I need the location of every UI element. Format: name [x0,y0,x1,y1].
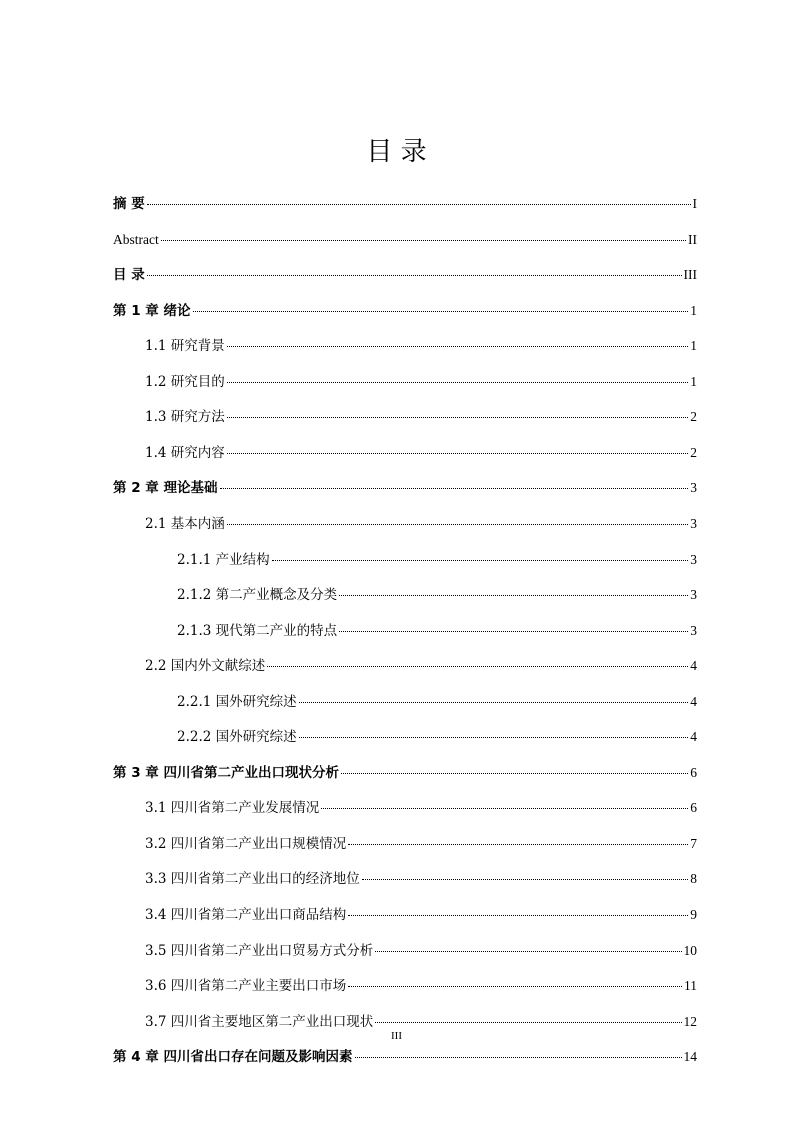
toc-entry-page-number: 1 [690,302,697,318]
dot-leader [227,382,688,383]
dot-leader [355,1057,682,1058]
toc-entry-label: 3.4 四川省第二产业出口商品结构 [145,907,347,923]
toc-entry-label: 1.4 研究内容 [145,444,225,461]
dot-leader [375,1022,681,1023]
toc-entry[interactable] [113,195,697,213]
toc-entry-label: 1.1 研究背景 [145,338,225,355]
toc-entry[interactable] [145,870,697,888]
toc-entry-page-number: 4 [690,658,697,674]
toc-entry-label: 2.1.2 第二产业概念及分类 [177,587,338,604]
dot-leader [299,737,689,738]
toc-entry-page-number: 1 [690,373,697,389]
toc-entry-label: 2.1.3 现代第二产业的特点 [177,622,338,639]
dot-leader [348,915,688,916]
toc-entry-page-number: 3 [690,515,697,531]
toc-entry-page-number: 9 [690,907,697,922]
toc-entry-label: 第 3 章 四川省第二产业出口现状分析 [113,764,339,781]
dot-leader [348,986,682,987]
dot-leader [193,311,689,312]
toc-entry-label: 3.2 四川省第二产业出口规模情况 [145,835,347,852]
toc-entry-page-number: 14 [683,1049,697,1065]
toc-entry-label: 2.1 基本内涵 [145,515,225,532]
toc-entry[interactable] [145,942,697,960]
toc-entry-label: 第 2 章 理论基础 [113,480,218,497]
toc-entry-page-number: 8 [690,871,697,887]
toc-entry[interactable] [145,657,697,675]
toc-entry-label: 2.2 国内外文献综述 [145,658,266,675]
dot-leader [272,560,689,561]
dot-leader [220,488,689,489]
page-title: 目 录 [366,137,427,167]
toc-entry-page-number: 11 [684,978,697,994]
toc-entry-page-number: II [688,231,697,247]
dot-leader [227,524,688,525]
toc-entry-label: Abstract [113,231,159,247]
toc-entry[interactable] [113,479,697,497]
toc-entry-label: 3.6 四川省第二产业主要出口市场 [145,978,347,995]
toc-entry[interactable] [145,408,697,426]
dot-leader [299,702,689,703]
toc-entry[interactable] [145,835,697,853]
toc-entry-page-number: 4 [690,693,697,709]
dot-leader [161,240,686,241]
dot-leader [375,951,681,952]
dot-leader [341,773,688,774]
toc-entry-page-number: 3 [690,622,697,638]
dot-leader [227,346,688,347]
toc-entry-page-number: 3 [690,551,697,567]
toc-entry-label: 1.3 研究方法 [145,409,225,426]
toc-entry-label: 第 4 章 四川省出口存在问题及影响因素 [113,1049,353,1066]
toc-entry[interactable] [145,515,697,533]
dot-leader [362,879,688,880]
toc-entry-label: 3.3 四川省第二产业出口的经济地位 [145,871,360,888]
dot-leader [348,844,688,845]
toc-entry[interactable] [177,586,697,604]
toc-entry-label: 3.7 四川省主要地区第二产业出口现状 [145,1013,374,1030]
dot-leader [147,204,691,205]
toc-entry[interactable] [145,977,697,995]
dot-leader [227,453,688,454]
toc-entry-page-number: 6 [690,764,697,780]
toc-entry-label: 2.2.1 国外研究综述 [177,693,297,710]
dot-leader [147,275,682,276]
toc-entry[interactable] [145,799,697,817]
toc-entry-page-number: 6 [690,800,697,816]
dot-leader [339,595,688,596]
dot-leader [227,417,688,418]
toc-entry-page-number: III [683,267,697,283]
toc-entry-page-number: I [692,196,697,211]
dot-leader [267,666,688,667]
toc-entry-label: 摘 要 [113,196,145,212]
toc-entry-page-number: 2 [690,409,697,425]
toc-entry-label: 3.1 四川省第二产业发展情况 [145,800,320,817]
toc-entry[interactable] [145,906,697,924]
toc-entry-page-number: 2 [690,444,697,460]
toc-entry[interactable] [113,1048,697,1066]
toc-entry[interactable] [145,337,697,355]
toc-entry[interactable] [177,728,697,746]
toc-entry-label: 目 录 [113,267,145,284]
toc-entry[interactable] [113,764,697,782]
toc-entry[interactable] [113,231,697,249]
dot-leader [321,808,688,809]
toc-entry-page-number: 10 [683,942,697,958]
toc-entry-page-number: 12 [683,1013,697,1029]
toc-entry[interactable] [145,444,697,462]
toc-entry-page-number: 1 [690,338,697,354]
toc-entry[interactable] [177,622,697,640]
toc-entry[interactable] [145,373,697,391]
toc-entry-label: 第 1 章 绪论 [113,302,191,319]
toc-entry-page-number: 3 [690,587,697,603]
toc-entry-page-number: 3 [690,480,697,496]
toc-entry[interactable] [177,693,697,711]
toc-entry-page-number: 4 [690,729,697,745]
toc-entry[interactable] [177,551,697,569]
toc-entry-label: 3.5 四川省第二产业出口贸易方式分析 [145,942,374,959]
toc-entry-label: 2.2.2 国外研究综述 [177,729,297,746]
toc-entry[interactable] [113,266,697,284]
toc-entry-label: 2.1.1 产业结构 [177,551,270,568]
toc-entry[interactable] [145,1013,697,1031]
toc-entry-page-number: 7 [690,835,697,851]
dot-leader [339,631,688,632]
toc-entry-label: 1.2 研究目的 [145,373,225,390]
toc-entry[interactable] [113,302,697,320]
page-number: III [391,1030,402,1042]
